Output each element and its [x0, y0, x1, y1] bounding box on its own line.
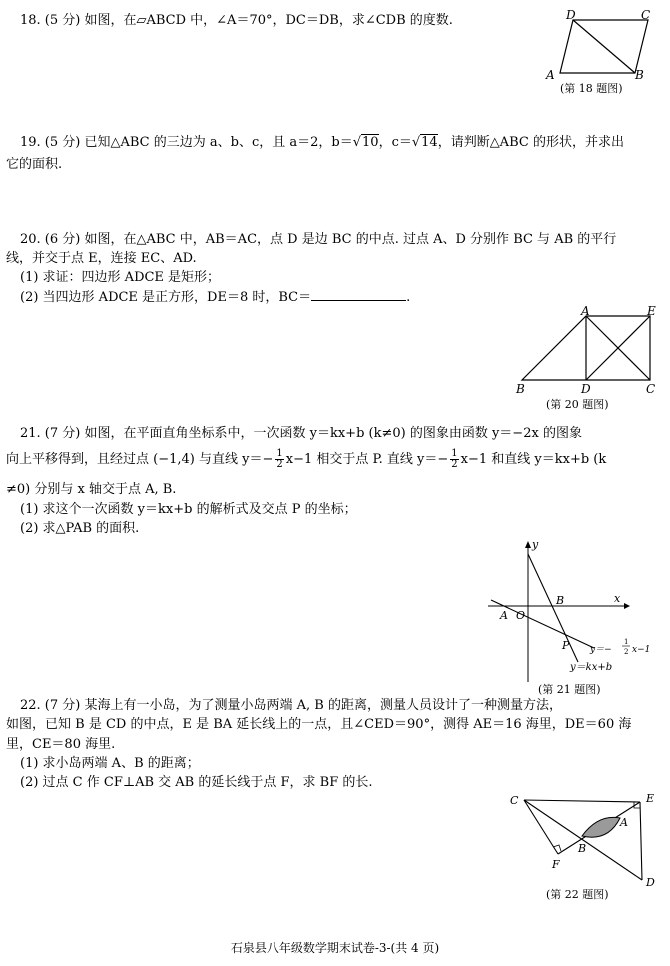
- q22-label-c: C: [510, 794, 519, 807]
- q21-line2-c: x−1 和直线 y＝kx+b (k: [460, 452, 607, 467]
- q20-label-b: B: [516, 382, 525, 396]
- q20-label-e: E: [647, 306, 656, 318]
- q22-line1: 22. (7 分) 某海上有一小岛，为了测量小岛两端 A, B 的距离，测量人员设计了一种测量方法，: [20, 698, 562, 713]
- q20-line2: 线，并交于点 E，连接 EC、AD.: [6, 251, 197, 266]
- q22-line2: 如图，已知 B 是 CD 的中点，E 是 BA 延长线上的一点，且∠CED＝90°，测得 AE＝16 海里，DE＝60 海: [6, 717, 632, 732]
- q22-part2: (2) 过点 C 作 CF⊥AB 交 AB 的延长线于点 F，求 BF 的长.: [20, 775, 373, 790]
- q19-line1: 19. (5 分) 已知△ABC 的三边为 a、b、c，且 a＝2，b＝√10，c＝√14，请判断△ABC 的形状，并求出: [20, 135, 624, 150]
- q22-part1: (1) 求小岛两端 A、B 的距离；: [20, 756, 200, 771]
- q19-line1-pre: 19. (5 分) 已知△ABC 的三边为 a、b、c，且 a＝2，b＝: [20, 135, 353, 150]
- q21-line2-b: x−1 相交于点 P. 直线 y＝−: [285, 452, 449, 467]
- q22-label-d: D: [646, 876, 655, 889]
- q20-answer-blank: [311, 288, 406, 301]
- q21-fraction-1: $\frac{1}{2}$: [276, 448, 283, 470]
- q21-fraction-2: $\frac{1}{2}$: [451, 448, 458, 470]
- q22-line3: 里，CE＝80 海里.: [6, 737, 116, 752]
- q21-label-b: B: [556, 594, 565, 607]
- q22-label-b: B: [578, 842, 587, 855]
- q19-rad2: 14: [421, 135, 438, 150]
- q19-line1-post: ，请判断△ABC 的形状，并求出: [437, 135, 624, 150]
- q19-rad1: 10: [362, 135, 379, 150]
- q20-caption: (第 20 题图): [546, 398, 609, 411]
- q22-label-a: A: [620, 816, 628, 829]
- q18-text: 18. (5 分) 如图，在▱ABCD 中，∠A＝70°，DC＝DB，求∠CDB 的度数.: [20, 13, 453, 28]
- q21-part2: (2) 求△PAB 的面积.: [20, 521, 140, 536]
- q20-part1: (1) 求证：四边形 ADCE 是矩形；: [20, 270, 221, 285]
- q21-line1-label-post: x−1: [632, 645, 651, 655]
- q19-line1-mid: ，c＝: [378, 135, 412, 150]
- q20-line1: 20. (6 分) 如图，在△ABC 中，AB＝AC，点 D 是边 BC 的中点. 过点 A、D 分别作 BC 与 AB 的平行: [20, 232, 617, 247]
- q19-line2: 它的面积.: [6, 157, 63, 172]
- q18-label-a: A: [546, 68, 555, 82]
- q18-caption: (第 18 题图): [560, 82, 623, 95]
- q21-line1-frac-num: 1: [624, 638, 629, 646]
- q21-line2: [6, 449, 606, 470]
- q22-caption: (第 22 题图): [546, 888, 609, 901]
- page-footer: 石泉县八年级数学期末试卷-3-(共 4 页): [230, 941, 440, 955]
- q21-line1-frac-den: 2: [624, 648, 629, 656]
- q21-label-y: y: [532, 538, 539, 551]
- q18-label-c: C: [641, 10, 650, 22]
- q21-label-p: P: [562, 639, 570, 652]
- q20-figure: [512, 306, 662, 400]
- q20-part2: [20, 288, 410, 307]
- q20-label-a: A: [581, 306, 590, 318]
- q21-label-o: O: [516, 609, 526, 622]
- q22-label-f: F: [552, 858, 560, 871]
- q22-label-e: E: [646, 792, 655, 805]
- q21-part1: (1) 求这个一次函数 y＝kx+b 的解析式及交点 P 的坐标；: [20, 502, 357, 517]
- q21-line2-a: 向上平移得到，且经过点 (−1,4) 与直线 y＝−: [6, 452, 274, 467]
- q21-line2-label: y＝kx+b: [570, 662, 613, 673]
- q21-line3: ≠0) 分别与 x 轴交于点 A, B.: [6, 482, 177, 497]
- q18-label-b: B: [635, 68, 644, 82]
- q20-label-c: C: [646, 382, 656, 396]
- q22-figure: [506, 790, 662, 894]
- q20-part2-end: .: [406, 290, 411, 305]
- q21-line1-label-pre: y＝−: [590, 645, 612, 655]
- q21-label-a: A: [500, 609, 508, 622]
- q21-figure: [486, 536, 664, 684]
- q18-label-d: D: [566, 10, 576, 22]
- q20-part2-text: (2) 当四边形 ADCE 是正方形，DE＝8 时，BC＝: [20, 290, 312, 305]
- q21-line1: 21. (7 分) 如图，在平面直角坐标系中，一次函数 y＝kx+b (k≠0) 的图象由函数 y＝−2x 的图象: [20, 426, 582, 441]
- q21-label-x: x: [614, 592, 621, 605]
- q20-label-d: D: [581, 382, 591, 396]
- q21-caption: (第 21 题图): [538, 683, 601, 696]
